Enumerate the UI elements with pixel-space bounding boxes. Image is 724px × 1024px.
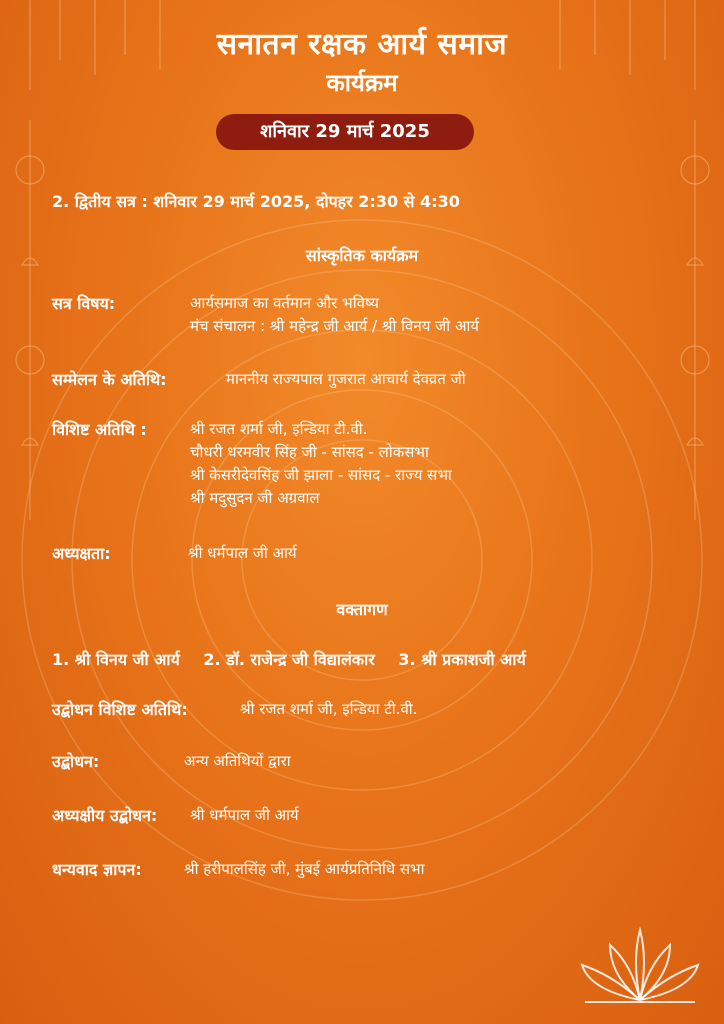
special-guest-item: चौधरी धरमवीर सिंह जी - सांसद - लोकसभा bbox=[190, 443, 429, 461]
session-line: 2. द्वितीय सत्र : शनिवार 29 मार्च 2025, दोपहर 2:30 से 4:30 bbox=[52, 192, 460, 211]
page-subtitle: कार्यक्रम bbox=[326, 69, 398, 97]
special-address-value: श्री रजत शर्मा जी, इन्डिया टी.वी. bbox=[240, 700, 418, 718]
speakers-list bbox=[52, 648, 544, 670]
guest-label: सम्मेलन के अतिथि: bbox=[52, 370, 167, 389]
cultural-heading: सांस्कृतिक कार्यक्रम bbox=[305, 246, 419, 265]
special-guest-item: श्री केसरीदेवसिंह जी झाला - सांसद - राज्य सभा bbox=[190, 466, 452, 484]
speaker-item: 3. श्री प्रकाशजी आर्य bbox=[398, 650, 526, 669]
anchor-value: मंच संचालन : श्री महेन्द्र जी आर्य / श्री विनय जी आर्य bbox=[190, 317, 479, 335]
speaker-item: 2. डॉ. राजेन्द्र जी विद्यालंकार bbox=[203, 650, 375, 669]
address-value: अन्य अतिथियों द्वारा bbox=[184, 752, 291, 770]
president-label: अध्यक्षता: bbox=[52, 544, 111, 563]
presidential-address-value: श्री धर्मपाल जी आर्य bbox=[190, 806, 299, 824]
special-guest-item: श्री मदुसुदन जी अग्रवाल bbox=[190, 489, 320, 507]
subject-label: सत्र विषय: bbox=[52, 294, 116, 313]
vote-of-thanks-value: श्री हरीपालसिंह जी, मुंबई आर्यप्रतिनिधि सभा bbox=[184, 860, 425, 878]
special-guest-label: विशिष्ट अतिथि : bbox=[52, 420, 147, 439]
speaker-item: 1. श्री विनय जी आर्य bbox=[52, 650, 180, 669]
subject-value: आर्यसमाज का वर्तमान और भविष्य bbox=[190, 294, 379, 312]
speakers-heading: वक्तागण bbox=[336, 600, 388, 619]
presidential-address-label: अध्यक्षीय उद्बोधन: bbox=[52, 806, 158, 825]
address-label: उद्बोधन: bbox=[52, 752, 100, 771]
vote-of-thanks-label: धन्यवाद ज्ञापन: bbox=[52, 860, 142, 879]
lotus-icon bbox=[582, 930, 698, 1002]
special-guest-item: श्री रजत शर्मा जी, इन्डिया टी.वी. bbox=[190, 420, 368, 438]
page-title: सनातन रक्षक आर्य समाज bbox=[216, 27, 508, 62]
date-badge: शनिवार 29 मार्च 2025 bbox=[216, 114, 474, 150]
guest-value: माननीय राज्यपाल गुजरात आचार्य देवव्रत जी bbox=[226, 370, 466, 388]
special-address-label: उद्बोधन विशिष्ट अतिथि: bbox=[52, 700, 188, 719]
president-value: श्री धर्मपाल जी आर्य bbox=[188, 544, 297, 562]
